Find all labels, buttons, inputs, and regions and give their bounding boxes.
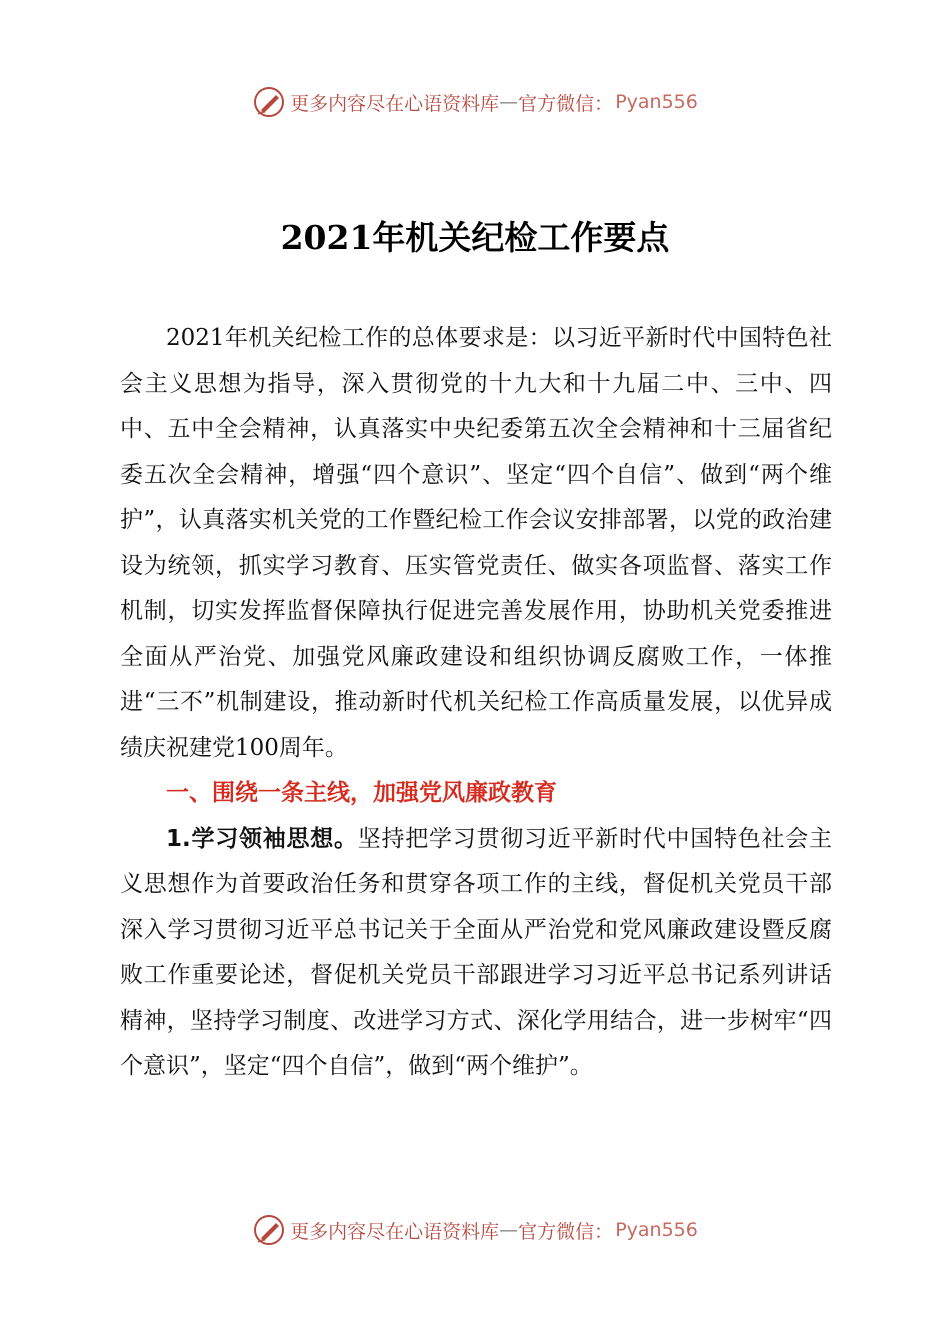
watermark-footer [0,1210,950,1250]
item-paragraph [120,817,832,1090]
watermark-separator: — [499,1219,519,1241]
watermark-handle: Pyan556 [615,1219,698,1241]
document-title: 2021年机关纪检工作要点 [280,218,670,257]
watermark-suffix: 官方微信： [518,1220,614,1243]
pen-logo-icon [252,85,286,119]
pen-logo-icon [252,1213,286,1247]
item-lead: 1.学习领袖思想。 [166,825,358,852]
watermark-text: 更多内容尽在心语资料库 [290,1220,500,1243]
section-heading: 一、围绕一条主线，加强党风廉政教育 [166,780,557,806]
intro-paragraph: 2021年机关纪检工作的总体要求是：以习近平新时代中国特色社会主义思想为指导，深入贯彻党的十九大和十九届二中、三中、四中、五中全会精神，认真落实中央纪委第五次全会精神和十三届省纪委五次全会精神，增强“四个意识”、坚定“四个自信”、做到“两个维护”，认真落实机关党的工作暨纪检工作会议安排部署，以党的政治建设为统领，抓实学习教育、压实管党责任、做实各项监督、落实工作机制，切实发挥监督保障执行促进完善发展作用，协助机关党委推进全面从严治党、加强党风廉政建设和组织协调反腐败工作，一体推进“三不”机制建设，推动新时代机关纪检工作高质量发展，以优异成绩庆祝建党100周年。 [120,325,832,761]
watermark-text: 更多内容尽在心语资料库 [290,92,500,115]
watermark-separator: — [499,91,519,113]
document-body [120,316,832,1090]
watermark-handle: Pyan556 [615,91,698,113]
watermark-suffix: 官方微信： [518,92,614,115]
watermark-header [0,82,950,122]
item-body: 坚持把学习贯彻习近平新时代中国特色社会主义思想作为首要政治任务和贯穿各项工作的主线，督促机关党员干部深入学习贯彻习近平总书记关于全面从严治党和党风廉政建设暨反腐败工作重要论述，督促机关党员干部跟进学习习近平总书记系列讲话精神，坚持学习制度、改进学习方式、深化学用结合，进一步树牢“四个意识”，坚定“四个自信”，做到“两个维护”。 [120,825,832,1079]
